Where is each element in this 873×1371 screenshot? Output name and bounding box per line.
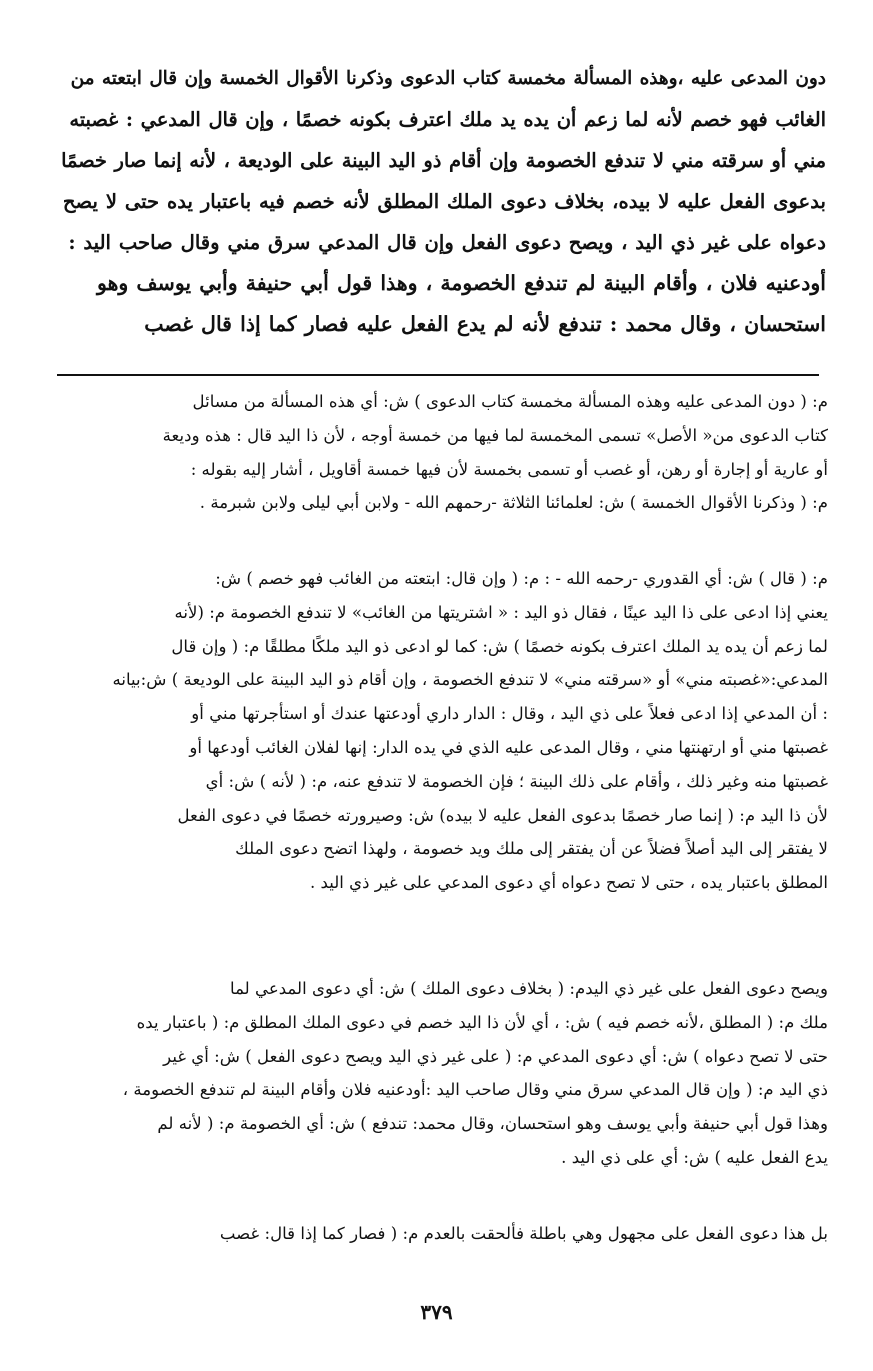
sharh-line: وهذا قول أبي حنيفة وأبي يوسف وهو استحسان، وقال محمد: تندفع ) ش: أي الخصومة م: ( لأنه لم <box>157 1114 828 1134</box>
sharh-line: حتى لا تصح دعواه ) ش: أي دعوى المدعي م: ( على غير ذي اليد ويصح دعوى الفعل ) ش: أي غير <box>163 1046 828 1066</box>
matn-line: الغائب فهو خصم لأنه لما زعم أن يده يد ملك اعترف بكونه خصمًا ، وإن قال المدعي : غصبته <box>69 108 826 131</box>
sharh-line: كتاب الدعوى من« الأصل» تسمى المخمسة لما فيها من خمسة أوجه ، لأن ذا اليد قال : هذه وديعة <box>162 425 828 445</box>
sharh-line: لأن ذا اليد م: ( إنما صار خصمًا بدعوى الفعل عليه لا بيده) ش: وصيرورته خصمًا في دعوى الفعل <box>177 805 828 825</box>
separator-rule <box>57 374 819 376</box>
sharh-line: م: ( دون المدعى عليه وهذه المسألة مخمسة كتاب الدعوى ) ش: أي هذه المسألة من مسائل <box>192 392 828 411</box>
sharh-line: يدع الفعل عليه ) ش: أي على ذي اليد . <box>561 1147 828 1167</box>
sharh-line: : أن المدعي إذا ادعى فعلاً على ذي اليد ، وقال : الدار داري أودعتها عندك أو استأجرتها مني أو <box>191 704 828 724</box>
matn-line: مني أو سرقته مني لا تندفع الخصومة وإن أقام ذو اليد البينة على الوديعة ، لأنه إنما صار خصمًا <box>61 149 826 172</box>
sharh-paragraph-4 <box>52 1217 828 1251</box>
matn-line: دون المدعى عليه ،وهذه المسألة مخمسة كتاب الدعوى وذكرنا الأقوال الخمسة وإن قال ابتعته من <box>70 68 826 89</box>
sharh-paragraph-3 <box>52 972 828 1175</box>
sharh-line: غصبتها مني أو ارتهنتها مني ، وقال المدعى عليه الذي في يده الدار: إنها لفلان الغائب أودعها أو <box>189 737 828 757</box>
page-number: ٣٧٩ <box>420 1300 453 1324</box>
sharh-line: يعني إذا ادعى على ذا اليد عينًا ، فقال ذو اليد : « اشتريتها من الغائب» لا تندفع الخصومة م: (لأنه <box>174 602 828 622</box>
sharh-line: لا يفتقر إلى اليد أصلاً فضلاً عن أن يفتقر إلى ملك ويد خصومة ، ولهذا اتضح دعوى الملك <box>235 839 828 859</box>
matn-line: دعواه على غير ذي اليد ، ويصح دعوى الفعل وإن قال المدعي سرق مني وقال صاحب اليد : <box>68 231 826 254</box>
sharh-paragraph-1 <box>52 385 828 520</box>
sharh-line: لما زعم أن يده يد الملك اعترف بكونه خصمًا ) ش: كما لو ادعى ذو اليد ملكًا مطلقًا م: ( وإن قال <box>171 636 828 656</box>
sharh-line: ويصح دعوى الفعل على غير ذي اليدم: ( بخلاف دعوى الملك ) ش: أي دعوى المدعي لما <box>230 979 828 998</box>
sharh-line: أو عارية أو إجارة أو رهن، أو غصب أو تسمى بخمسة لأن فيها خمسة أقاويل ، أشار إليه بقوله : <box>190 459 828 479</box>
sharh-line: المدعي:«غصبته مني» أو «سرقته مني» لا تندفع الخصومة ، وإن أقام ذو اليد البينة على الوديعة ) ش:بيانه <box>112 670 828 690</box>
matn-line: استحسان ، وقال محمد : تندفع لأنه لم يدع الفعل عليه فصار كما إذا قال غصب <box>144 312 826 336</box>
sharh-line: المطلق باعتبار يده ، حتى لا تصح دعواه أي دعوى المدعي على غير ذي اليد . <box>309 873 828 893</box>
sharh-line: غصبتها منه وغير ذلك ، وأقام على ذلك البينة ؛ فإن الخصومة لا تندفع عنه، م: ( لأنه ) ش: أي <box>205 771 828 791</box>
sharh-line: ملك م: ( المطلق ،لأنه خصم فيه ) ش: ، أي لأن ذا اليد خصم في دعوى الملك المطلق م: ( باعتبار يده <box>136 1012 828 1032</box>
sharh-paragraph-2 <box>52 562 828 900</box>
sharh-line: بل هذا دعوى الفعل على مجهول وهي باطلة فألحقت بالعدم م: ( فصار كما إذا قال: غصب <box>219 1224 828 1243</box>
matn-text <box>60 58 826 345</box>
sharh-line: م: ( وذكرنا الأقوال الخمسة ) ش: لعلمائنا الثلاثة -رحمهم الله - ولابن أبي ليلى ولابن شبرمة . <box>199 493 828 513</box>
matn-line: أودعنيه فلان ، وأقام البينة لم تندفع الخصومة ، وهذا قول أبي حنيفة وأبي يوسف وهو <box>96 271 826 295</box>
matn-line: بدعوى الفعل عليه لا بيده، بخلاف دعوى الملك المطلق لأنه خصم فيه باعتبار يده حتى لا يصح <box>62 190 826 213</box>
sharh-line: م: ( قال ) ش: أي القدوري -رحمه الله - : م: ( وإن قال: ابتعته من الغائب فهو خصم ) ش: <box>215 569 828 588</box>
sharh-line: ذي اليد م: ( وإن قال المدعي سرق مني وقال صاحب اليد :أودعنيه فلان وأقام البينة لم تندفع الخصومة ، <box>122 1080 828 1100</box>
